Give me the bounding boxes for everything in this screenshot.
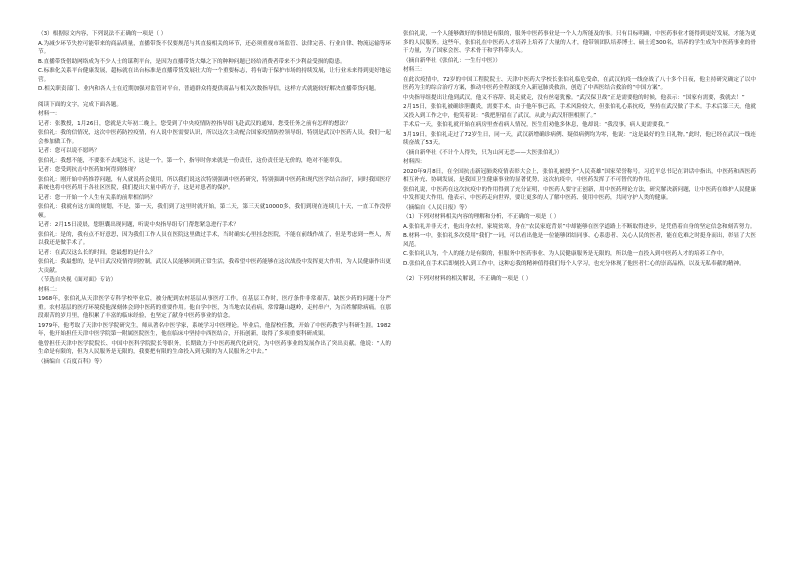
right-paragraph: D.张伯礼在手术后即刻投入到工作中，这种忘我的精神值得我们每个人学习，也充分体现了他医者仁心的崇高品格，以及无私奉献的精神。	[403, 260, 745, 267]
right-column	[403, 30, 756, 552]
left-paragraph: （摘编自《百度百科》等）	[38, 358, 106, 365]
left-paragraph: 记者：您一开始一个人生有关系的前辈相信吗？	[38, 194, 156, 201]
left-paragraph: 记者：张教授，1月26日，您就是大年初二晚上，您受到了中央疫情防控指导组飞赴武汉的通知，您受任务之前有怎样的想法？	[38, 120, 351, 127]
left-paragraph: 张伯礼：我的信情况，这次中医药防控疫情，有人说中医需要认识，所以这次主动配合国家疫情防控领导组，特别是武汉中医药人员，我们一起会参加做工作。	[38, 130, 391, 145]
right-paragraph: （摘自新华社《不计个人得失，只为山河无恙——大医张伯礼》）	[403, 149, 563, 156]
right-paragraph: 手术后一天，张伯礼就开始在病房里查看病人情况，医生们劝他多休息，他却说：“我没事，病人更需要我。”	[403, 122, 669, 128]
left-paragraph: 记者：您可以说不愿吗？	[38, 148, 100, 154]
left-paragraph: 记者：在武汉这么长的时间，您最想的是什么？	[38, 249, 156, 256]
right-paragraph: （摘编自《人民日报》等）	[403, 204, 471, 211]
right-paragraph: 张伯礼说，一个人能够做好的事情是有限的，服务中医药事业是一个人力所能及的事。只有目标明确，中医药事业才能得到更好发展，才能为更多的人民服务。这些年，张伯礼在中医药人才培养上培养了大量的人才，他带领团队培养博士、硕士近300名，培养的学生成为中医药事业的骨干力量，为了国家会医、学术骨干和学科带头人。	[403, 31, 756, 54]
left-paragraph: 阅读下面的文字，完成下面各题。	[38, 101, 122, 108]
left-column	[38, 30, 391, 552]
left-paragraph: 张伯礼：我想不能，不要张不去呢这不，这是一个。第一个，指导时你来就是一份责任，这份责任是无价的，绝对不能辜负。	[38, 157, 346, 164]
left-paragraph: 材料二：	[38, 286, 61, 293]
left-paragraph: 1979年，他考取了天津中医学院研究生，师从著名中医学家，系统学习中医理论。毕业后，他留校任教，开始了中医药教学与科研生涯。1982年，他开始担任天津中医学院第一附属医院医生，他在临床中坚持中西医结合，开拓创新，取得了多项重要科研成果。	[38, 322, 391, 337]
right-paragraph: B.材料一中，张伯礼多次使用“我们”一词，可以看出他是一位能够团结同事、心系患者、关心人民的医者，能在危难之时挺身而出，彰显了大医风范。	[403, 233, 756, 248]
right-paragraph: 张伯礼说，中医药在这次抗疫中的作用得到了充分证明，中医药人要守正创新，用中医药理论方法，研究解决新问题，让中医药在维护人民健康中发挥更大作用。他表示，中医药走向世界，要让更多的人了解中医药、使用中医药，共同守护人类的健康。	[403, 186, 756, 201]
right-paragraph: A.张伯礼并非天才，他出身农村，家境贫寒，身在“农民家庭背景”中却能够在医学道路上不断取得进步，是凭借着自身的坚定信念和刻苦努力。	[403, 223, 756, 230]
right-paragraph: 材料三：	[403, 67, 426, 73]
left-paragraph: D.相关职责部门、业内和各人士在近期加强对监管对平台，普通群众将提供商品与相关次数指导信，这样方式就能较好解决直播带货问题。	[38, 86, 380, 92]
right-paragraph: 中央指导组提出让他到武汉，他义不容辞、说走就走，没有丝毫犹豫。“武汉保卫战”正是需要他的时候，他表示：“国家有需要，我就去！”	[403, 94, 745, 101]
right-paragraph: C.张伯礼认为，个人的能力是有限的，但服务中医药事业、为人民健康服务是无限的，所以他一直投入到中医药人才的培养工作中。	[403, 251, 728, 257]
left-paragraph: 张伯礼：刚开始中药推荐问题，有人就说药会使用，所以我们说这次特别强调中医药研究，特别强调中医药和现代医学结合治疗，同时我国医疗系统也将中医药用于各社区医院，我们提出大量中药方子，这是对患者的保护。	[38, 176, 391, 191]
left-paragraph: （3）根据原文内容，下列说法不正确的一项是（ ）	[38, 31, 167, 37]
left-paragraph: 张伯礼：是的，我有点不好意思，因为我们工作人员在医院这里做过手术，当时确实心里挂念医院，不能在前线作战了，但是考虑到一些人，所以我还是做手术了。	[38, 231, 391, 246]
left-paragraph	[38, 95, 391, 100]
left-paragraph: C.标准化关系平台健康发展，超标就在出台标准是直播带货发展壮大的一个重要标志，将有助于保护市场的持续发展，让行业未来得到更好地运营。	[38, 68, 391, 83]
left-paragraph: 他曾担任天津中医学院院长、中国中医科学院院长等职务，长期致力于中医药现代化研究，为中医药事业的发展作出了突出贡献。他说：“人的生命是有限的，但为人民服务是无限的，我要把有限的生命投入到无限的为人民服务之中去。”	[38, 340, 391, 355]
left-paragraph: 材料一：	[38, 111, 61, 117]
right-paragraph: 在此次疫情中，72岁的中国工程院院士、天津中医药大学校长张伯礼临危受命，在武汉抗疫一线奋战了八十多个日夜，他主持研究确定了以中医药为主的综合治疗方案，推动中医药全程深度介入新冠肺炎救治，创造了中西医结合救治的“中国方案”。	[403, 76, 756, 91]
right-paragraph: （摘自新华社《张伯礼：一生行中医》）	[403, 57, 501, 64]
left-paragraph: B.直播带货借助网络成为不少人士的谋利平台，是因为直播带货大爆之下的种种问题已经给消费者带来不少利益受损的隐患。	[38, 58, 346, 65]
left-paragraph: 记者：2月15日凌晨，您胆囊出现问题，听说中央指导组专门帮您紧急进行手术？	[38, 222, 239, 228]
left-paragraph: （节选自央视《面对面》专访）	[38, 277, 117, 283]
right-paragraph: 2月15日，张伯礼被确诊胆囊炎，需要手术，由于他年事已高，手术风险较大，但张伯礼心系抗疫，坚持在武汉做了手术。手术后第三天，他就又投入到工作之中，他笑着说：“我把胆留在了武汉，从此与武汉肝胆相照了。”	[403, 104, 756, 119]
left-paragraph: A.为减少环节失控可能带来的商品质量，直播带货不仅要规范与其直接相关的环节，还必须重视市场监管、法律完善、行业自律、物流运输等环节。	[38, 40, 391, 55]
left-paragraph: 张伯礼：我最想的，是早日武汉疫情得到控制，武汉人民能够回到正常生活，我希望中医药能够在这次战役中发挥更大作用，为人民健康作出更大贡献。	[38, 259, 391, 274]
left-paragraph: 记者：您受到抗击中医药如何得到体现？	[38, 167, 139, 173]
right-paragraph: （1）下列对材料相关内容的理解和分析，不正确的一项是（ ）	[403, 214, 560, 220]
right-paragraph: 材料四：	[403, 159, 426, 165]
right-paragraph: 3月19日，张伯礼走过了72岁生日，同一天，武汉新增确诊病例、疑似病例均为零，他说：“这是最好的生日礼物。”此时，他已经在武汉一线连续奋战了53天。	[403, 131, 756, 146]
left-paragraph: 张伯礼：我就有这方面的规划，不是，第一天，我们到了这里时就开始，第二天，第三天就10000多，我们到现在连续几十天，一直工作没停顿。	[38, 204, 391, 219]
right-paragraph: （2）下列对材料的相关解说，不正确的一项是（ ）	[403, 276, 532, 282]
right-paragraph	[403, 269, 756, 274]
right-paragraph: 2020年9月8日，在全国抗击新冠肺炎疫情表彰大会上，张伯礼被授予“人民英雄”国家荣誉称号。习近平总书记在讲话中指出，中医药和西医药相互补充、协调发展，是我国卫生健康事业的显著优势，这次抗疫中，中医药发挥了不可替代的作用。	[403, 168, 756, 183]
left-paragraph: 1968年，张伯礼从天津医学专科学校毕业后，被分配到农村基层从事医疗工作。在基层工作时，医疗条件非常艰苦，缺医少药的问题十分严重。农村基层的医疗环境使他深刻体会到中医药的重要作用。他自学中医，为当地农民看病，常常翻山越岭，走村串户，为百姓解除病痛。在那段艰苦的岁月里，他积累了丰富的临床经验，也坚定了献身中医药事业的信念。	[38, 296, 391, 319]
